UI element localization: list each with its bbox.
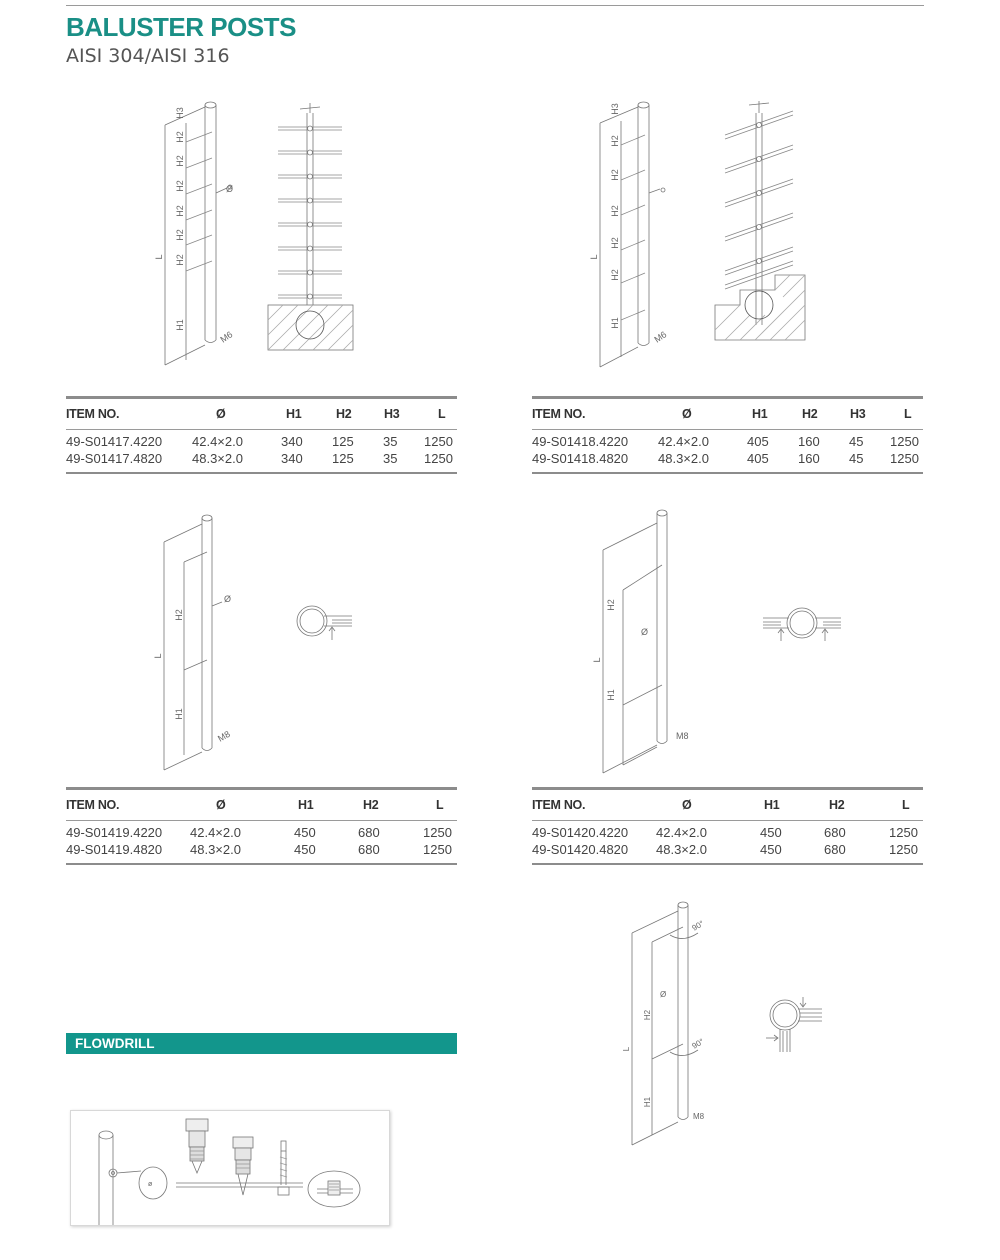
table-header-row [66,403,457,425]
label-h3: H3 [175,107,185,119]
label-diameter: Ø [226,184,234,194]
table-header-row [66,794,457,816]
table-row [66,842,457,859]
svg-text:ø: ø [148,1181,153,1188]
drawing-post-s01421 [610,897,830,1157]
table-row [532,825,923,842]
cell-item-no: 49-S01417.4820 [66,451,163,466]
label-90-degree: 90° [690,1036,706,1051]
table-row [66,825,457,842]
header-h1: H1 [764,798,780,812]
cell-h2: 680 [824,825,846,840]
cell-diameter: 42.4×2.0 [192,434,243,449]
cell-h1: 450 [760,842,782,857]
cell-item-no: 49-S01418.4220 [532,434,629,449]
label-h2: H2 [610,135,620,147]
label-h2: H2 [610,237,620,249]
drawing-post-s01418 [585,95,815,380]
cell-h1: 405 [747,451,769,466]
label-h2: H2 [175,205,185,217]
drawing-post-s01419 [150,510,370,780]
label-h2: H2 [606,599,616,611]
cell-h2: 125 [332,451,354,466]
cell-diameter: 42.4×2.0 [658,434,709,449]
cell-h2: 160 [798,451,820,466]
table-rule [66,396,457,399]
header-l: L [438,407,446,421]
header-h3: H3 [384,407,400,421]
spec-table-s01418 [532,396,923,474]
cell-diameter: 48.3×2.0 [656,842,707,857]
cell-h2: 680 [824,842,846,857]
label-l: L [153,653,163,659]
label-90-degree: 90° [690,918,706,933]
page-subtitle: AISI 304/AISI 316 [66,45,230,67]
cell-l: 1250 [889,825,918,840]
cell-h1: 340 [281,451,303,466]
table-row [532,451,923,468]
table-rule [532,396,923,399]
cell-l: 1250 [424,434,453,449]
table-row [66,451,457,468]
label-diameter: Ø [660,990,667,999]
cell-h1: 405 [747,434,769,449]
cell-diameter: 48.3×2.0 [190,842,241,857]
label-h2: H2 [175,254,185,266]
cell-item-no: 49-S01420.4820 [532,842,629,857]
header-item-no: ITEM NO. [532,798,586,812]
header-item-no: ITEM NO. [532,407,586,421]
label-h1: H1 [606,689,616,701]
header-diameter: Ø [216,407,226,421]
drawing-post-s01420 [585,505,855,785]
top-rule [66,5,924,6]
label-diameter: Ø [641,627,649,637]
cell-h1: 340 [281,434,303,449]
table-rule [66,863,457,865]
label-h1: H1 [610,317,620,329]
page-title: BALUSTER POSTS [66,12,296,42]
label-m8: M8 [216,728,232,744]
cell-l: 1250 [424,451,453,466]
table-rule [532,863,923,865]
cell-item-no: 49-S01417.4220 [66,434,163,449]
cell-diameter: 48.3×2.0 [658,451,709,466]
label-h2: H2 [174,609,184,621]
cell-diameter: 42.4×2.0 [656,825,707,840]
cell-h1: 450 [294,825,316,840]
flowdrill-illustration [70,1110,390,1226]
cell-l: 1250 [423,825,452,840]
cell-h3: 45 [849,434,864,449]
table-rule [532,429,923,430]
label-m8: M8 [693,1112,705,1121]
header-h1: H1 [286,407,302,421]
cell-h1: 450 [760,825,782,840]
table-rule [532,472,923,474]
label-h2: H2 [610,205,620,217]
cell-h2: 680 [358,825,380,840]
label-h2: H2 [610,169,620,181]
cell-item-no: 49-S01418.4820 [532,451,629,466]
cell-l: 1250 [890,434,919,449]
label-h2: H2 [610,269,620,281]
table-rule [66,820,457,821]
cell-h2: 680 [358,842,380,857]
cell-h3: 35 [383,434,398,449]
header-l: L [904,407,912,421]
cell-item-no: 49-S01420.4220 [532,825,629,840]
label-h2: H2 [175,155,185,167]
label-h2: H2 [175,180,185,192]
cell-h2: 160 [798,434,820,449]
table-row [66,434,457,451]
cell-h3: 45 [849,451,864,466]
cell-h1: 450 [294,842,316,857]
cell-l: 1250 [889,842,918,857]
header-l: L [902,798,910,812]
header-h1: H1 [298,798,314,812]
cell-h3: 35 [383,451,398,466]
header-h1: H1 [752,407,768,421]
header-h2: H2 [363,798,379,812]
label-l: L [154,254,164,260]
table-rule [66,787,457,790]
table-rule [66,472,457,474]
label-h2: H2 [175,131,185,143]
header-h3: H3 [850,407,866,421]
cell-h2: 125 [332,434,354,449]
header-l: L [436,798,444,812]
label-diameter: Ø [224,594,232,604]
header-diameter: Ø [682,798,692,812]
flowdrill-section-label: FLOWDRILL [75,1036,155,1051]
flowdrill-section-bar [66,1033,457,1054]
spec-table-s01419 [66,787,457,865]
cell-l: 1250 [423,842,452,857]
cell-l: 1250 [890,451,919,466]
header-diameter: Ø [682,407,692,421]
cell-diameter: 48.3×2.0 [192,451,243,466]
header-h2: H2 [336,407,352,421]
label-m6: M6 [218,329,235,345]
table-header-row [532,794,923,816]
spec-table-s01420 [532,787,923,865]
header-h2: H2 [829,798,845,812]
label-h1: H1 [175,319,185,331]
label-l: L [589,254,599,260]
table-row [532,842,923,859]
header-h2: H2 [802,407,818,421]
label-h1: H1 [643,1096,652,1108]
label-h3: H3 [610,103,620,115]
label-h2: H2 [643,1009,652,1021]
spec-table-s01417 [66,396,457,474]
drawing-post-s01417 [150,95,365,380]
table-rule [66,429,457,430]
table-rule [532,820,923,821]
label-l: L [622,1046,631,1052]
header-diameter: Ø [216,798,226,812]
table-row [532,434,923,451]
cell-item-no: 49-S01419.4220 [66,825,163,840]
table-header-row [532,403,923,425]
label-l: L [592,657,602,663]
header-item-no: ITEM NO. [66,798,120,812]
cell-item-no: 49-S01419.4820 [66,842,163,857]
cell-diameter: 42.4×2.0 [190,825,241,840]
label-h1: H1 [174,708,184,720]
table-rule [532,787,923,790]
label-m8: M8 [676,731,689,741]
header-item-no: ITEM NO. [66,407,120,421]
label-m6: M6 [652,329,669,345]
label-h2: H2 [175,229,185,241]
